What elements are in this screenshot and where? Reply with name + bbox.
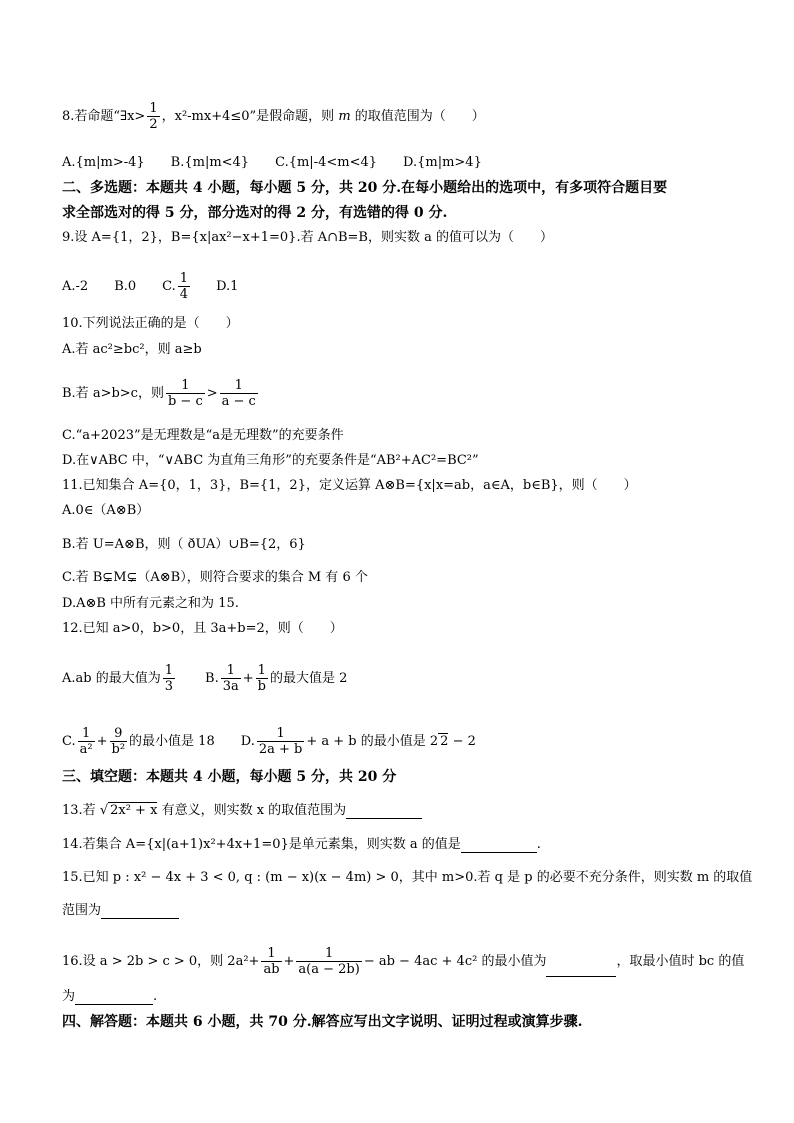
fraction: $\frac{1}{a - c}$ <box>221 378 256 409</box>
fraction: $\frac{1}{ab}$ <box>263 946 280 977</box>
sqrt: 2 <box>440 734 449 749</box>
fraction: $\frac{1}{2a + b}$ <box>258 726 303 757</box>
section-2-title: 二、多选题：本题共 4 小题，每小题 5 分，共 20 分.在每小题给出的选项中，有多项符合题目要 <box>62 180 668 196</box>
q12-cd: C. $\frac{1}{\text{a²}}$ + $\frac{9}{\text{b²}}$ 的最小值是 18 D. $\frac{1}{2a + b}$ + a + b 的最小值是 2 2 − 2 <box>62 726 476 757</box>
q10-c: C.“a+2023”是无理数是“a是无理数”的充要条件 <box>62 428 344 443</box>
q11-b: B.若 U=A⊗B，则（ ðUA）∪B={2，6} <box>62 537 306 552</box>
q11: 11.已知集合 A={0，1，3}，B={1，2}，定义运算 A⊗B={x|x=ab，a∈A，b∈B}，则（ ） <box>62 478 637 493</box>
fraction: $\frac{1}{2}$ <box>149 101 158 132</box>
q9-options: A.-2 B.0 C. $\frac{1}{4}$ D.1 <box>62 271 239 302</box>
q11-a: A.0∈（A⊗B） <box>62 503 150 518</box>
section-4-title: 四、解答题：本题共 6 小题，共 70 分.解答应写出文字说明、证明过程或演算步骤. <box>62 1014 583 1030</box>
answer-blank[interactable] <box>101 906 179 919</box>
fraction: $\frac{1}{b}$ <box>257 663 266 694</box>
sqrt: 2x² + x <box>110 803 158 818</box>
option-c: C.{m|-4<m<4} <box>275 155 378 170</box>
q16: 16.设 a > 2b > c > 0，则 2a²+ $\frac{1}{ab}$ + $\frac{1}{a(a - 2b)}$ − ab − 4ac + 4c² 的最小值为 ，取最小值时 bc 的值 <box>62 946 745 977</box>
q16-cont: 为 . <box>62 989 158 1004</box>
fraction: $\frac{1}{a(a - 2b)}$ <box>298 946 360 977</box>
fraction: $\frac{1}{3a}$ <box>222 663 239 694</box>
answer-blank[interactable] <box>546 964 616 977</box>
q14: 14.若集合 A={x|(a+1)x²+4x+1=0}是单元素集，则实数 a 的值是 . <box>62 837 541 852</box>
answer-blank[interactable] <box>346 806 422 819</box>
section-2-title-cont: 求全部选对的得 5 分，部分选对的得 2 分，有选错的得 0 分. <box>62 205 448 221</box>
q15: 15.已知 p : x² − 4x + 3 < 0, q : (m − x)(x − 4m) > 0，其中 m>0.若 q 是 p 的必要不充分条件，则实数 m 的取值 <box>62 870 753 885</box>
answer-blank[interactable] <box>461 840 537 853</box>
q8-options <box>62 155 508 171</box>
fraction: $\frac{1}{3}$ <box>164 663 174 694</box>
fraction: $\frac{1}{b - c}$ <box>167 378 203 409</box>
q10-d: D.在∨ABC 中，“∨ABC 为直角三角形”的充要条件是“AB²+AC²=BC²” <box>62 453 479 468</box>
q10-a: A.若 ac²≥bc²，则 a≥b <box>62 342 202 357</box>
fraction: $\frac{1}{\text{a²}}$ <box>79 726 93 757</box>
q12: 12.已知 a>0，b>0，且 3a+b=2，则（ ） <box>62 621 343 636</box>
option-d: D.{m|m>4} <box>403 155 482 170</box>
answer-blank[interactable] <box>75 992 153 1005</box>
section-3-title: 三、填空题：本题共 4 小题，每小题 5 分，共 20 分 <box>62 769 397 785</box>
q8: 8.若命题“∃x> $\frac{1}{2}$ ，x²-mx+4≤0”是假命题，则 m 的取值范围为（ ） <box>62 101 485 132</box>
option-a: A.{m|m>-4} <box>62 155 145 170</box>
q10-b: B.若 a>b>c，则 $\frac{1}{b - c}$ > $\frac{1}{a - c}$ <box>62 378 256 409</box>
fraction: $\frac{1}{4}$ <box>179 271 189 302</box>
q10: 10.下列说法正确的是（ ） <box>62 316 239 331</box>
fraction: $\frac{9}{\text{b²}}$ <box>111 726 126 757</box>
q12-ab: A.ab 的最大值为 $\frac{1}{3}$ B. $\frac{1}{3a}$ + $\frac{1}{b}$ 的最大值是 2 <box>62 663 348 694</box>
option-b: B.{m|m<4} <box>170 155 250 170</box>
q11-c: C.若 B⊊M⊊（A⊗B），则符合要求的集合 M 有 6 个 <box>62 570 368 585</box>
q11-d: D.A⊗B 中所有元素之和为 15. <box>62 596 239 611</box>
q15-cont: 范围为 <box>62 903 179 919</box>
q13: 13.若 √ 2x² + x 有意义，则实数 x 的取值范围为 <box>62 803 422 819</box>
q9: 9.设 A={1，2}，B={x|ax²−x+1=0}.若 A∩B=B，则实数 a 的值可以为（ ） <box>62 230 554 245</box>
